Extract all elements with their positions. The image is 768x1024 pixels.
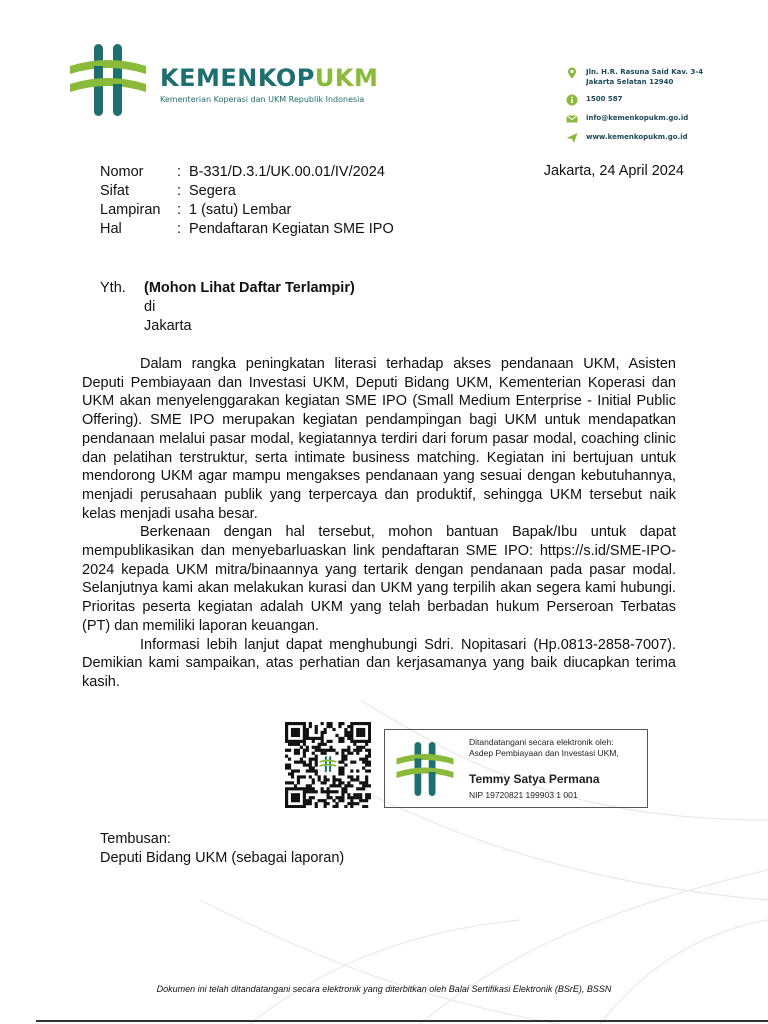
meta-row-nomor: Nomor : B-331/D.3.1/UK.00.01/IV/2024	[100, 164, 385, 180]
meta-row-hal: Hal : Pendaftaran Kegiatan SME IPO	[100, 221, 394, 237]
kemenkop-logo-icon	[395, 740, 455, 798]
send-icon	[566, 132, 578, 144]
contact-address	[566, 67, 703, 87]
ministry-logo	[68, 44, 148, 116]
cc-line: Deputi Bidang UKM (sebagai laporan)	[100, 849, 345, 866]
address-line-2: Jakarta Selatan 12940	[586, 78, 674, 86]
recipient-name: (Mohon Lihat Daftar Terlampir)	[144, 280, 355, 296]
recipient-block	[100, 279, 355, 336]
letter-date: Jakarta, 24 April 2024	[543, 163, 684, 179]
email-address: info@kemenkopukm.go.id	[586, 114, 689, 122]
website-url: www.kemenkopukm.go.id	[586, 133, 688, 141]
brand-subtitle: Kementerian Koperasi dan UKM Republik Indonesia	[160, 95, 365, 104]
phone-number: 1500 587	[586, 95, 623, 103]
contact-website	[566, 132, 703, 144]
brand-name: KEMENKOPUKM	[160, 64, 379, 92]
body-paragraph: Informasi lebih lanjut dapat menghubungi Sdri. Nopitasari (Hp.0813-2858-7007). Demikian kami sampaikan, atas perhatian dan kerjasamanya yang baik diucapkan terima kasih.	[82, 636, 676, 690]
carbon-copy-block	[100, 830, 344, 867]
mail-icon	[566, 113, 578, 125]
cc-title: Tembusan:	[100, 831, 171, 847]
meta-row-sifat: Sifat : Segera	[100, 183, 236, 199]
body-paragraph: Berkenaan dengan hal tersebut, mohon bantuan Bapak/Ibu untuk dapat mempublikasikan dan menyebarluaskan link pendaftaran SME IPO: https://s.id/SME-IPO-2024 kepada UKM mitra/binaannya yang tertarik dengan pendanaan pada pasar modal. Selanjutnya kami akan melakukan kurasi dan UKM yang terpilih akan segera kami hubungi. Prioritas peserta kegiatan adalah UKM yang telah berbadan hukum Perseroan Terbatas (PT) dan memiliki laporan keuangan.	[82, 524, 676, 634]
kemenkop-logo-icon	[68, 44, 148, 116]
ministry-brand	[160, 64, 378, 104]
letter-body	[82, 355, 676, 692]
contact-info	[566, 67, 703, 151]
salutation: Yth.	[100, 280, 126, 296]
recipient-line-di: di	[144, 299, 156, 315]
address-line-1: Jln. H.R. Rasuna Said Kav. 3-4	[586, 68, 704, 76]
qr-code	[285, 722, 371, 808]
contact-email	[566, 113, 703, 125]
signer-name: Temmy Satya Permana	[469, 772, 600, 786]
recipient-city: Jakarta	[144, 318, 192, 334]
meta-row-lampiran: Lampiran : 1 (satu) Lembar	[100, 202, 292, 218]
signer-nip: NIP 19720821 199903 1 001	[469, 790, 578, 800]
signature-label: Ditandatangani secara elektronik oleh: Asdep Pembiayaan dan Investasi UKM,	[469, 737, 619, 758]
footer-divider	[36, 1020, 768, 1022]
info-icon	[566, 94, 578, 106]
footer-note: Dokumen ini telah ditandatangani secara elektronik yang diterbitkan oleh Balai Sertifikasi Elektronik (BSrE), BSSN	[156, 984, 612, 994]
contact-phone	[566, 94, 703, 106]
letter-meta	[100, 163, 394, 239]
electronic-signature-box	[384, 729, 648, 808]
location-pin-icon	[566, 67, 578, 79]
body-paragraph: Dalam rangka peningkatan literasi terhadap akses pendanaan UKM, Asisten Deputi Pembiayaan dan Investasi UKM, Deputi Bidang UKM, Kementerian Koperasi dan UKM akan menyelenggarakan kegiatan SME IPO (Small Medium Enterprise - Initial Public Offering). SME IPO merupakan kegiatan pendampingan bagi UKM untuk mendapatkan pendanaan melalui pasar modal, kegiatannya terdiri dari forum pasar modal, coaching clinic dan pelatihan terstruktur, serta intimate business matching. Kegiatan ini bertujuan untuk mendorong UKM agar mampu mengakses pendanaan yang sesuai dengan kebutuhannya, menjadi perusahaan publik yang terpercaya dan produktif, sehingga UKM tersebut naik kelas menjadi usaha besar.	[82, 356, 676, 522]
